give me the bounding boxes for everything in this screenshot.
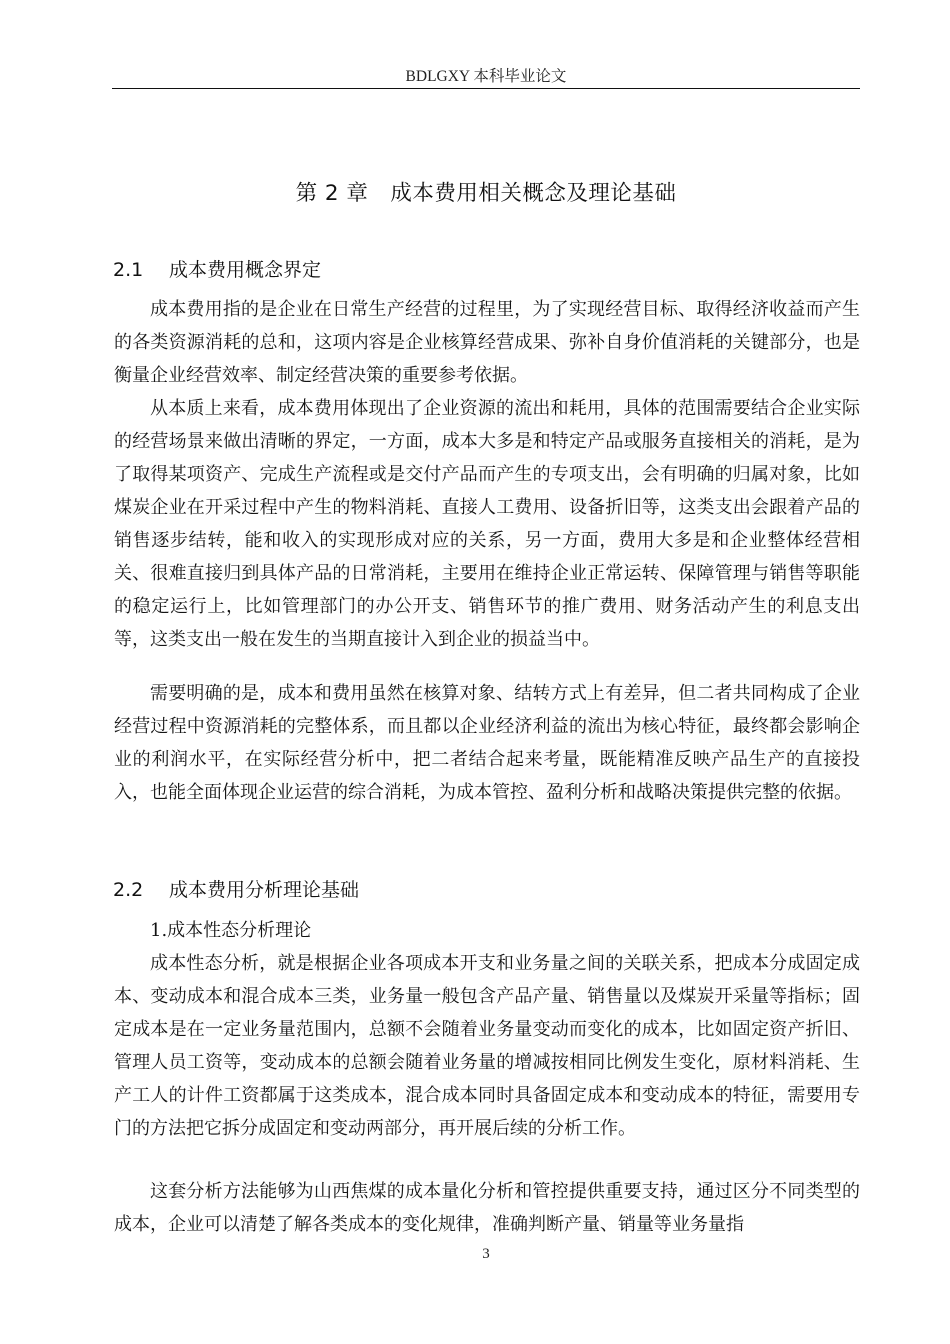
section-number: 2.2 — [113, 879, 144, 901]
header-divider — [112, 88, 860, 89]
paragraph: 从本质上来看，成本费用体现出了企业资源的流出和耗用，具体的范围需要结合企业实际的经营场景来做出清晰的界定，一方面，成本大多是和特定产品或服务直接相关的消耗，是为了取得某项资产、完成生产流程或是交付产品而产生的专项支出，会有明确的归属对象，比如煤炭企业在开采过程中产生的物料消耗、直接人工费用、设备折旧等，这类支出会跟着产品的销售逐步结转，能和收入的实现形成对应的关系，另一方面，费用大多是和企业整体经营相关、很难直接归到具体产品的日常消耗，主要用在维持企业正常运转、保障管理与销售等职能的稳定运行上，比如管理部门的办公开支、销售环节的推广费用、财务活动产生的利息支出等，这类支出一般在发生的当期直接计入到企业的损益当中。 — [114, 398, 860, 650]
section-title-text: 成本费用分析理论基础 — [169, 879, 360, 901]
paragraph: 这套分析方法能够为山西焦煤的成本量化分析和管控提供重要支持，通过区分不同类型的成本，企业可以清楚了解各类成本的变化规律，准确判断产量、销量等业务量指 — [114, 1181, 860, 1235]
running-header: BDLGXY 本科毕业论文 — [405, 68, 567, 85]
chapter-title: 第 2 章 成本费用相关概念及理论基础 — [295, 181, 677, 206]
section-title-text: 成本费用概念界定 — [169, 259, 322, 281]
section-heading-2-1 — [113, 255, 321, 282]
paragraph: 成本费用指的是企业在日常生产经营的过程里，为了实现经营目标、取得经济收益而产生的各类资源消耗的总和，这项内容是企业核算经营成果、弥补自身价值消耗的关键部分，也是衡量企业经营效率、制定经营决策的重要参考依据。 — [114, 299, 860, 386]
page-number: 3 — [482, 1246, 490, 1262]
subsection-heading: 1.成本性态分析理论 — [150, 920, 312, 941]
section-heading-2-2 — [113, 875, 359, 902]
section-number: 2.1 — [113, 259, 144, 281]
paragraph: 需要明确的是，成本和费用虽然在核算对象、结转方式上有差异，但二者共同构成了企业经营过程中资源消耗的完整体系，而且都以企业经济利益的流出为核心特征，最终都会影响企业的利润水平，在实际经营分析中，把二者结合起来考量，既能精准反映产品生产的直接投入，也能全面体现企业运营的综合消耗，为成本管控、盈利分析和战略决策提供完整的依据。 — [114, 683, 860, 803]
paragraph: 成本性态分析，就是根据企业各项成本开支和业务量之间的关联关系，把成本分成固定成本、变动成本和混合成本三类，业务量一般包含产品产量、销售量以及煤炭开采量等指标；固定成本是在一定业务量范围内，总额不会随着业务量变动而变化的成本，比如固定资产折旧、管理人员工资等，变动成本的总额会随着业务量的增减按相同比例发生变化，原材料消耗、生产工人的计件工资都属于这类成本，混合成本同时具备固定成本和变动成本的特征，需要用专门的方法把它拆分成固定和变动两部分，再开展后续的分析工作。 — [114, 953, 860, 1139]
